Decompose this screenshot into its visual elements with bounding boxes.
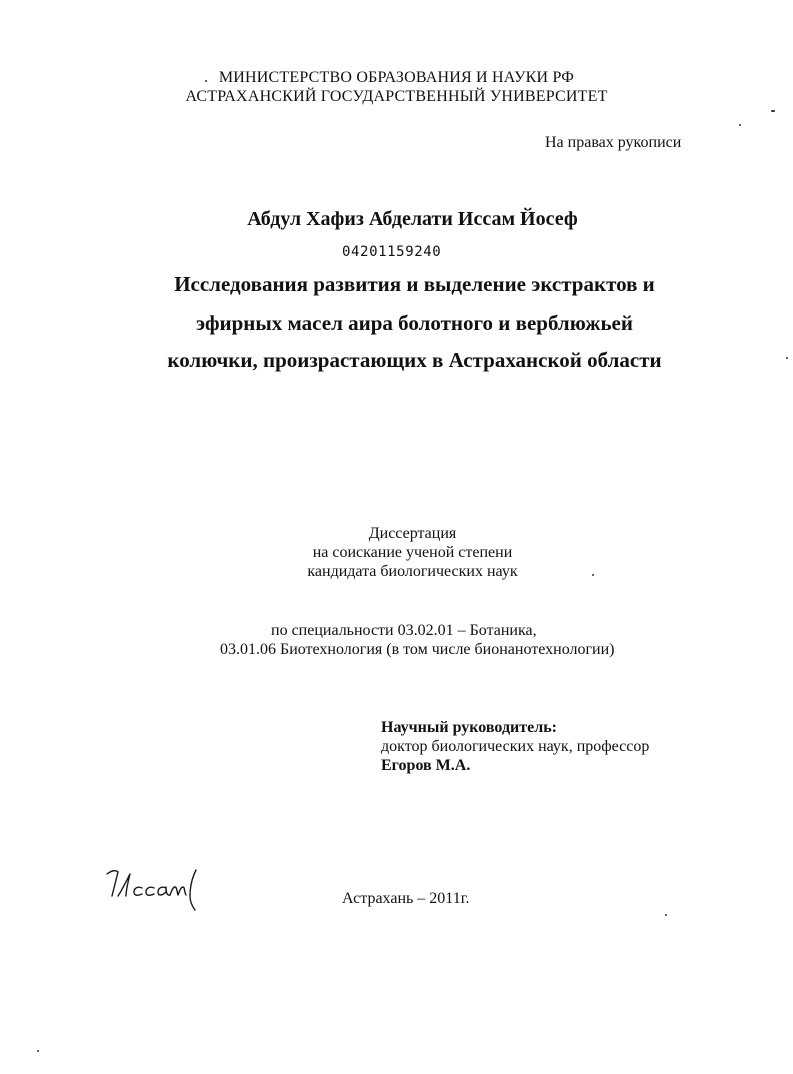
- scan-speck: [665, 914, 667, 916]
- title-line-1: Исследования развития и выделение экстрактов и: [174, 272, 655, 296]
- advisor-degree: доктор биологических наук, профессор: [381, 738, 650, 755]
- scan-speck: [739, 124, 741, 126]
- dissertation-label: Диссертация: [368, 525, 457, 542]
- degree-seeking-line: на соискание ученой степени: [312, 544, 513, 561]
- degree-name-line: кандидата биологических наук: [307, 563, 518, 580]
- city-year: Астрахань – 2011г.: [342, 890, 470, 907]
- scan-speck: [205, 80, 207, 82]
- scan-speck: [592, 574, 594, 576]
- author-name: Абдул Хафиз Абделати Иссам Йосеф: [247, 208, 578, 230]
- advisor-label: Научный руководитель:: [381, 719, 557, 736]
- scan-speck: [786, 357, 788, 359]
- university-name: АСТРАХАНСКИЙ ГОСУДАРСТВЕННЫЙ УНИВЕРСИТЕТ: [185, 88, 608, 105]
- scan-speck: [771, 110, 775, 112]
- specialty-line-1: по специальности 03.02.01 – Ботаника,: [271, 622, 537, 639]
- specialty-line-2: 03.01.06 Биотехнология (в том числе бионанотехнологии): [220, 641, 615, 658]
- title-line-3: колючки, произрастающих в Астраханской области: [167, 348, 662, 372]
- manuscript-rights-note: На правах рукописи: [545, 134, 682, 151]
- advisor-name: Егоров М.А.: [381, 757, 471, 774]
- handwritten-signature: [104, 858, 216, 916]
- ministry-name: МИНИСТЕРСТВО ОБРАЗОВАНИЯ И НАУКИ РФ: [218, 69, 575, 86]
- registration-code: 04201159240: [342, 244, 442, 260]
- title-line-2: эфирных масел аира болотного и верблюжьей: [196, 311, 633, 335]
- scan-speck: [37, 1050, 39, 1052]
